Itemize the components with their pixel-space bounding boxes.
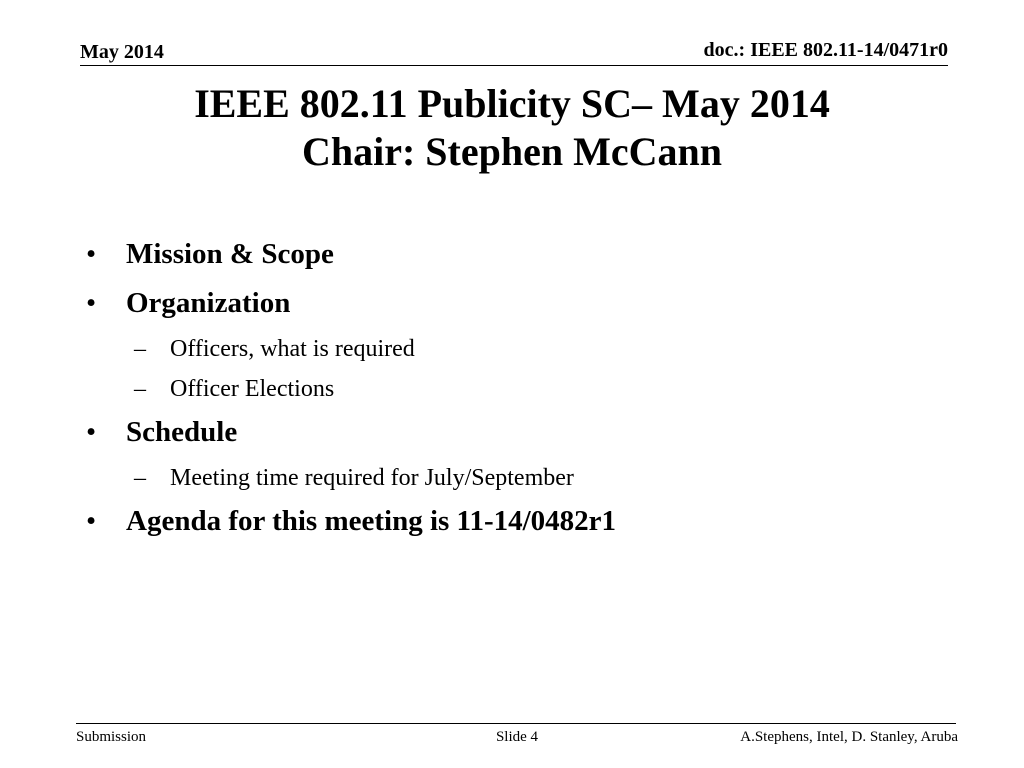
sub-bullet-item [86, 463, 946, 493]
bullet-symbol: • [86, 238, 97, 270]
sub-bullet-text: Meeting time required for July/September [170, 465, 574, 491]
bullet-item [86, 236, 946, 272]
dash-symbol: – [134, 376, 146, 402]
bullet-symbol: • [86, 505, 97, 537]
sub-bullet-item [86, 334, 946, 364]
sub-bullet-text: Officer Elections [170, 376, 335, 402]
bullet-list [86, 236, 946, 552]
bullet-item [86, 285, 946, 321]
dash-symbol: – [134, 465, 146, 491]
title-line-2: Chair: Stephen McCann [301, 129, 723, 174]
bullet-text: Organization [126, 287, 291, 319]
bullet-text: Agenda for this meeting is 11-14/0482r1 [126, 505, 617, 537]
bullet-text: Mission & Scope [126, 238, 334, 270]
bullet-item [86, 414, 946, 450]
footer-slide-number: Slide 4 [495, 729, 539, 745]
title-line-1: IEEE 802.11 Publicity SC– May 2014 [194, 81, 830, 126]
bullet-symbol: • [86, 416, 97, 448]
header-rule [80, 65, 948, 66]
footer-authors: A.Stephens, Intel, D. Stanley, Aruba [740, 729, 958, 745]
slide-title [0, 80, 1024, 176]
bullet-text: Schedule [126, 416, 238, 448]
sub-bullet-text: Officers, what is required [170, 336, 415, 362]
footer-rule [76, 723, 956, 724]
header-date: May 2014 [80, 41, 164, 63]
footer-submission: Submission [76, 729, 147, 745]
sub-bullet-item [86, 374, 946, 404]
dash-symbol: – [134, 336, 146, 362]
bullet-item [86, 503, 946, 539]
bullet-symbol: • [86, 287, 97, 319]
header-doc-id: doc.: IEEE 802.11-14/0471r0 [703, 39, 948, 61]
